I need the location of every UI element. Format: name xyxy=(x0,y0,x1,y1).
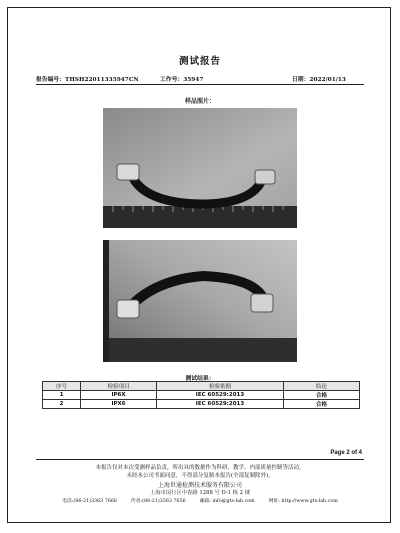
table-row xyxy=(43,391,360,400)
work-number-label: 工作号： xyxy=(160,77,184,83)
page-number: Page 2 of 4 xyxy=(330,450,362,456)
work-number xyxy=(160,74,203,83)
report-date-label: 日期： xyxy=(292,77,310,83)
col-header-item: 检验项目 xyxy=(81,382,157,391)
sample-photo-1 xyxy=(103,108,297,228)
disclaimer-line-2: 未经本公司书面同意，不得部分复制本报告(全部复制除外)。 xyxy=(126,473,274,479)
company-name: 上海世通检测技术服务有限公司 xyxy=(157,482,242,489)
email[interactable]: 邮箱: info@gts-lab.com xyxy=(199,499,255,504)
cell-standard: IEC 60529:2013 xyxy=(157,400,284,409)
sample-photo-2 xyxy=(103,240,297,362)
report-date-value: 2022/01/13 xyxy=(309,77,346,83)
results-table xyxy=(42,381,360,409)
cell-conclusion: 合格 xyxy=(283,400,359,409)
report-number-label: 报告编号： xyxy=(36,77,65,83)
cell-index: 2 xyxy=(43,400,81,409)
phone: 电话:(86-21)3363 7666 xyxy=(62,499,117,504)
work-number-value: 35947 xyxy=(183,77,204,83)
cell-standard: IEC 60529:2013 xyxy=(157,391,284,400)
col-header-conclusion: 结论 xyxy=(283,382,359,391)
cell-item: IP6X xyxy=(81,391,157,400)
report-date xyxy=(292,74,346,83)
sample-photo-title: 样品照片： xyxy=(184,98,215,105)
website[interactable]: 网址: http://www.gts-lab.com xyxy=(268,499,338,504)
table-row xyxy=(43,400,360,409)
cell-item: IPX6 xyxy=(81,400,157,409)
cell-conclusion: 合格 xyxy=(283,391,359,400)
report-number-value: THSH22011335947CN xyxy=(65,77,139,83)
fax: 传真:(86-21)3363 7656 xyxy=(130,499,186,504)
results-header-row xyxy=(43,382,360,391)
cell-index: 1 xyxy=(43,391,81,400)
header-divider xyxy=(36,84,364,85)
contact-line xyxy=(0,497,400,504)
footer-divider xyxy=(36,459,364,460)
company-address: 上海市闵行区中春路 1288 号 D-1 栋 2 楼 xyxy=(149,490,251,496)
col-header-standard: 检验依据 xyxy=(157,382,284,391)
report-number xyxy=(36,74,139,83)
results-title: 测试结果： xyxy=(185,376,215,382)
col-header-index: 序号 xyxy=(43,382,81,391)
report-title: 测试报告 xyxy=(178,56,221,67)
disclaimer-line-1: 本报告仅对本次受测样品负责，所出具的数据作为科研、教学、内部质量控制等活动。 xyxy=(95,465,305,471)
